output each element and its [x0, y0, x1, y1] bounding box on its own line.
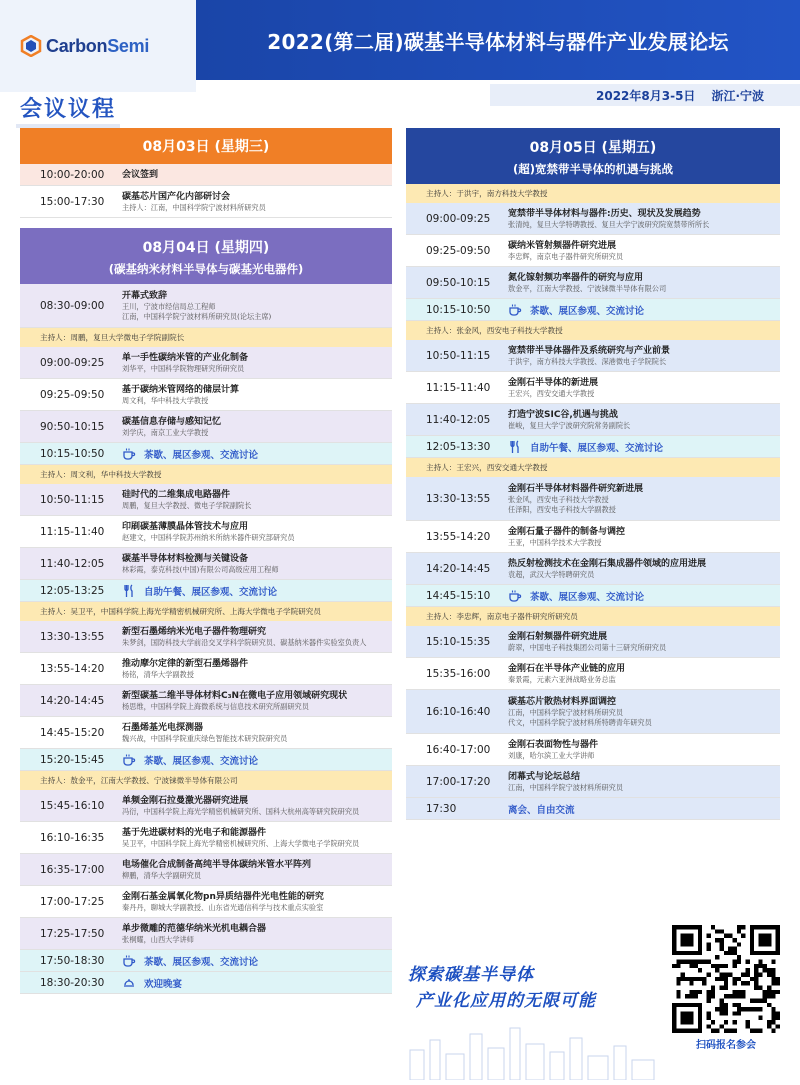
talk-title: 电场催化合成制备高纯半导体碳纳米管水平阵列: [122, 859, 312, 870]
session-info: [118, 447, 392, 461]
speaker: 杨思维，中国科学院上海微系统与信息技术研究所副研究员: [122, 701, 309, 711]
time-slot: 14:45-15:10: [426, 589, 491, 602]
speaker: 任泽阳，西安电子科技大学副教授: [508, 504, 616, 514]
time-slot: 90:50-10:15: [40, 420, 105, 433]
talk-title: 打造宁波SIC谷,机遇与挑战: [508, 409, 618, 420]
time-slot: 09:50-10:15: [426, 276, 491, 289]
talk-title: 会议签到: [122, 169, 159, 180]
time-slot: 15:35-16:00: [426, 667, 491, 680]
time-slot: 16:40-17:00: [426, 743, 491, 756]
session-info: [504, 771, 780, 793]
session-info: [504, 526, 780, 548]
coffee-cup-icon: [122, 753, 136, 767]
session-info: [118, 553, 392, 575]
session-info: [118, 169, 392, 181]
coffee-cup-icon: [122, 447, 136, 461]
break-row: [20, 443, 392, 465]
speaker: 李忠辉，南京电子器件研究所研究员: [508, 251, 624, 261]
speaker: 柳鹏，清华大学副研究员: [122, 870, 202, 880]
talk-title: 碳基半导体材料检测与关键设备: [122, 553, 249, 564]
agenda-row: [406, 553, 780, 585]
break-row: [406, 585, 780, 607]
session-info: [118, 352, 392, 374]
coffee-cup-icon: [122, 954, 136, 968]
fork-knife-icon: [122, 584, 136, 598]
speaker: 王川，宁波市经信局总工程师: [122, 301, 216, 311]
time-slot: 11:15-11:40: [426, 381, 491, 394]
time-slot: 09:00-09:25: [40, 356, 105, 369]
time-slot: 09:25-09:50: [40, 388, 105, 401]
speaker: 刘华平，中国科学院物理研究所研究员: [122, 363, 245, 373]
time-slot: 09:25-09:50: [426, 244, 491, 257]
session-info: [504, 631, 780, 653]
talk-title: 新型石墨烯纳米光电子器件物理研究: [122, 626, 267, 637]
speaker: 王亚，中国科学技术大学教授: [508, 537, 602, 547]
talk-title: 单步微雕的范德华纳米光机电耦合器: [122, 923, 267, 934]
talk-title: 金刚石半导体的新进展: [508, 377, 599, 388]
talk-title: 基于先进碳材料的光电子和能源器件: [122, 827, 267, 838]
agenda-row: [406, 267, 780, 299]
session-info: [118, 859, 392, 881]
session-info: [118, 976, 392, 990]
day3-schedule: [406, 184, 780, 820]
agenda-row: [406, 372, 780, 404]
right-column: [406, 128, 780, 820]
agenda-row: [20, 918, 392, 950]
agenda-row: [20, 717, 392, 749]
dinner-plate-icon: [122, 976, 136, 990]
qr-label: 扫码报名参会: [696, 1040, 756, 1051]
agenda-row: [20, 186, 392, 218]
time-slot: 17:25-17:50: [40, 927, 105, 940]
day-header-aug3: 08月03日 (星期三): [20, 128, 392, 164]
time-slot: 11:15-11:40: [40, 525, 105, 538]
talk-title: 闭幕式与论坛总结: [508, 771, 581, 782]
time-slot: 17:50-18:30: [40, 954, 105, 967]
session-chair: 主持人：李忠辉，南京电子器件研究所研究员: [406, 607, 780, 626]
talk-title: 单频金刚石拉曼激光器研究进展: [122, 795, 249, 806]
talk-title: 金刚石射频器件研究进展: [508, 631, 608, 642]
break-row: [20, 972, 392, 994]
speaker: 冯衍，中国科学院上海光学精密机械研究所、国科大杭州高等研究院研究员: [122, 806, 360, 816]
time-slot: 14:20-14:45: [40, 694, 105, 707]
session-chair: 主持人：吴卫平，中国科学院上海光学精密机械研究所、上海大学微电子学院研究员: [20, 602, 392, 621]
agenda-row: [406, 626, 780, 658]
talk-title: 金刚石量子器件的制备与调控: [508, 526, 626, 537]
speaker: 张桐耀，山西大学讲师: [122, 934, 194, 944]
agenda-row: [20, 822, 392, 854]
session-info: [118, 753, 392, 767]
session-info: [118, 891, 392, 913]
event-date: 2022年8月3-5日: [596, 88, 696, 103]
session-info: [118, 923, 392, 945]
section-title: 会议议程: [20, 92, 116, 123]
session-info: [504, 589, 780, 603]
speaker: 蔚翠，中国电子科技集团公司第十三研究所研究员: [508, 642, 667, 652]
time-slot: 17:00-17:20: [426, 775, 491, 788]
agenda-row: [20, 621, 392, 653]
session-info: [118, 954, 392, 968]
speaker: 吴卫平，中国科学院上海光学精密机械研究所、上海大学微电子学院研究员: [122, 838, 360, 848]
time-slot: 15:20-15:45: [40, 753, 105, 766]
time-slot: 10:50-11:15: [426, 349, 491, 362]
time-slot: 10:15-10:50: [40, 447, 105, 460]
agenda-row: [406, 340, 780, 372]
time-slot: 08:30-09:00: [40, 299, 105, 312]
coffee-cup-icon: [508, 303, 522, 317]
talk-title: 金刚石在半导体产业链的应用: [508, 663, 626, 674]
session-info: [504, 483, 780, 515]
header-bar: [196, 0, 800, 80]
time-slot: 10:00-20:00: [40, 168, 105, 181]
speaker: 崔峻，复旦大学宁波研究院常务副院长: [508, 420, 631, 430]
talk-title: 热反射检测技术在金刚石集成器件领域的应用进展: [508, 558, 707, 569]
talk-title: 碳基芯片散热材料界面调控: [508, 696, 617, 707]
break-label: 茶歇、展区参观、交流讨论: [144, 449, 259, 461]
speaker: 林彩霞，泰克科技(中国)有限公司高级应用工程师: [122, 564, 279, 574]
session-info: [118, 384, 392, 406]
time-slot: 09:00-09:25: [426, 212, 491, 225]
agenda-row: [406, 404, 780, 436]
talk-title: 单一手性碳纳米管的产业化制备: [122, 352, 249, 363]
time-slot: 13:55-14:20: [426, 530, 491, 543]
session-info: [118, 521, 392, 543]
day2-schedule: [20, 284, 392, 994]
talk-title: 金刚石基金属氧化物pn异质结器件光电性能的研究: [122, 891, 324, 902]
session-info: [504, 240, 780, 262]
session-info: [118, 416, 392, 438]
talk-title: 新型碳基二维半导体材料C₃N在微电子应用领域研究现状: [122, 690, 348, 701]
agenda-row: [406, 521, 780, 553]
carbonsemi-logo-icon: [20, 35, 42, 57]
talk-title: 宽禁带半导体材料与器件:历史、现状及发展趋势: [508, 208, 701, 219]
talk-title: 印刷碳基薄膜晶体管技术与应用: [122, 521, 249, 532]
break-row: [406, 299, 780, 321]
time-slot: 13:30-13:55: [426, 492, 491, 505]
talk-title: 碳基信息存储与感知记忆: [122, 416, 222, 427]
session-chair: 主持人：王宏兴，西安交通大学教授: [406, 458, 780, 477]
speaker: 王宏兴，西安交通大学教授: [508, 388, 595, 398]
talk-title: 石墨烯基光电探测器: [122, 722, 204, 733]
speaker: 魏兴战，中国科学院重庆绿色智能技术研究院研究员: [122, 733, 288, 743]
speaker: 朱梦剑，国防科技大学前沿交叉学科学院研究员、碳基纳米器件实验室负责人: [122, 637, 367, 647]
break-label: 自助午餐、展区参观、交流讨论: [144, 586, 278, 598]
time-slot: 14:45-15:20: [40, 726, 105, 739]
session-chair: 主持人：于洪宇，南方科技大学教授: [406, 184, 780, 203]
agenda-row: [20, 516, 392, 548]
slogan: [408, 962, 596, 1014]
session-info: [504, 377, 780, 399]
session-info: [118, 191, 392, 213]
session-info: [504, 440, 780, 454]
speaker: 于洪宇，南方科技大学教授、深港微电子学院院长: [508, 356, 667, 366]
qr-code[interactable]: [672, 925, 780, 1033]
coffee-cup-icon: [508, 589, 522, 603]
session-info: [504, 802, 780, 816]
break-label: 离会、自由交流: [508, 804, 575, 816]
session-info: [118, 489, 392, 511]
agenda-row: [20, 484, 392, 516]
agenda-row: [20, 854, 392, 886]
agenda-row: [406, 766, 780, 798]
agenda-row: [20, 411, 392, 443]
speaker: 江南，中国科学院宁波材料所研究员: [508, 782, 624, 792]
agenda-row: [20, 347, 392, 379]
time-slot: 15:10-15:35: [426, 635, 491, 648]
time-slot: 18:30-20:30: [40, 976, 105, 989]
time-slot: 13:30-13:55: [40, 630, 105, 643]
time-slot: 15:45-16:10: [40, 799, 105, 812]
speaker: 张清纯，复旦大学特聘教授、复旦大学宁波研究院宽禁带所所长: [508, 219, 710, 229]
break-label: 茶歇、展区参观、交流讨论: [530, 591, 645, 603]
session-info: [118, 290, 392, 322]
talk-title: 开幕式致辞: [122, 290, 168, 301]
day1-schedule: [20, 164, 392, 218]
session-info: [504, 208, 780, 230]
agenda-row: [406, 690, 780, 734]
session-info: [504, 272, 780, 294]
slogan-line-2: 产业化应用的无限可能: [416, 991, 596, 1011]
time-slot: 14:20-14:45: [426, 562, 491, 575]
break-label: 茶歇、展区参观、交流讨论: [144, 755, 259, 767]
session-info: [118, 722, 392, 744]
event-date-location: [490, 84, 800, 106]
time-slot: 12:05-13:25: [40, 584, 105, 597]
time-slot: 10:15-10:50: [426, 303, 491, 316]
time-slot: 16:10-16:35: [40, 831, 105, 844]
speaker: 秦丹丹，聊城大学副教授、山东省光通信科学与技术重点实验室: [122, 902, 324, 912]
agenda-row: [406, 203, 780, 235]
time-slot: 17:30: [426, 802, 457, 815]
left-column: [20, 128, 392, 994]
agenda-row: [406, 658, 780, 690]
talk-title: 推动摩尔定律的新型石墨烯器件: [122, 658, 249, 669]
logo-text: CarbonSemi: [46, 35, 150, 56]
break-row: [406, 436, 780, 458]
speaker: 袁超，武汉大学特聘研究员: [508, 569, 595, 579]
break-row: [20, 580, 392, 602]
speaker: 代文，中国科学院宁波材料所特聘青年研究员: [508, 717, 652, 727]
agenda-row: [20, 379, 392, 411]
time-slot: 17:00-17:25: [40, 895, 105, 908]
session-info: [118, 658, 392, 680]
break-row: [20, 749, 392, 771]
talk-title: 宽禁带半导体器件及系统研究与产业前景: [508, 345, 671, 356]
session-info: [118, 827, 392, 849]
session-chair: 主持人：张金风，西安电子科技大学教授: [406, 321, 780, 340]
session-info: [118, 584, 392, 598]
time-slot: 12:05-13:30: [426, 440, 491, 453]
agenda-row: [406, 235, 780, 267]
speaker: 江南，中国科学院宁波材料所研究员: [508, 707, 624, 717]
speaker: 敖金平，江南大学教授、宁波铼微半导体有限公司: [508, 283, 667, 293]
session-info: [504, 303, 780, 317]
session-chair: 主持人：周文利，华中科技大学教授: [20, 465, 392, 484]
speaker: 周鹏，复旦大学教授、微电子学院副院长: [122, 500, 252, 510]
session-info: [118, 795, 392, 817]
speaker: 杨铭，清华大学副教授: [122, 669, 194, 679]
agenda-row: [20, 653, 392, 685]
session-info: [504, 558, 780, 580]
talk-title: 金刚石表面物性与器件: [508, 739, 599, 750]
day-header-aug5: 08月05日 (星期五) (超)宽禁带半导体的机遇与挑战: [406, 128, 780, 184]
session-chair: 主持人：敖金平，江南大学教授、宁波铼微半导体有限公司: [20, 771, 392, 790]
agenda-row: [20, 284, 392, 328]
agenda-row: [20, 164, 392, 186]
time-slot: 13:55-14:20: [40, 662, 105, 675]
talk-title: 基于碳纳米管网络的储层计算: [122, 384, 240, 395]
agenda-row: [20, 886, 392, 918]
agenda-row: [20, 685, 392, 717]
speaker: 张金风，西安电子科技大学教授: [508, 494, 609, 504]
agenda-row: [406, 734, 780, 766]
session-info: [118, 626, 392, 648]
event-city: 浙江·宁波: [711, 88, 764, 103]
speaker: 刘康，哈尔滨工业大学讲师: [508, 750, 595, 760]
fork-knife-icon: [508, 440, 522, 454]
time-slot: 16:35-17:00: [40, 863, 105, 876]
session-info: [118, 690, 392, 712]
agenda-row: [20, 790, 392, 822]
time-slot: 11:40-12:05: [426, 413, 491, 426]
agenda-row: [20, 548, 392, 580]
break-row: [406, 798, 780, 820]
talk-title: 硅时代的二维集成电路器件: [122, 489, 231, 500]
session-info: [504, 663, 780, 685]
talk-title: 碳纳米管射频器件研究进展: [508, 240, 617, 251]
break-label: 欢迎晚宴: [144, 978, 183, 990]
speaker: 赵建文，中国科学院苏州纳米所纳米器件研究部研究员: [122, 532, 295, 542]
speaker: 江南，中国科学院宁波材料所研究员(论坛主席): [122, 311, 272, 321]
session-chair: 主持人：周鹏，复旦大学微电子学院副院长: [20, 328, 392, 347]
speaker: 周文利，华中科技大学教授: [122, 395, 209, 405]
break-label: 自助午餐、展区参观、交流讨论: [530, 442, 664, 454]
city-skyline-graphic: [400, 1020, 670, 1080]
session-info: [504, 696, 780, 728]
time-slot: 15:00-17:30: [40, 195, 105, 208]
talk-title: 碳基芯片国产化内部研讨会: [122, 191, 231, 202]
agenda-row: [406, 477, 780, 521]
logo: [0, 0, 196, 92]
break-label: 茶歇、展区参观、交流讨论: [144, 956, 259, 968]
talk-title: 金刚石半导体材料器件研究新进展: [508, 483, 644, 494]
page-title: 2022(第二届)碳基半导体材料与器件产业发展论坛: [267, 29, 729, 54]
time-slot: 16:10-16:40: [426, 705, 491, 718]
break-row: [20, 950, 392, 972]
speaker: 刘学庆，南京工业大学教授: [122, 427, 209, 437]
session-info: [504, 739, 780, 761]
speaker: 秦景霞，元素六亚洲战略业务总监: [508, 674, 616, 684]
session-info: [504, 409, 780, 431]
talk-title: 氮化镓射频功率器件的研究与应用: [508, 272, 644, 283]
speaker: 主持人：江南，中国科学院宁波材料所研究员: [122, 202, 266, 212]
time-slot: 10:50-11:15: [40, 493, 105, 506]
slogan-line-1: 探索碳基半导体: [408, 965, 534, 985]
break-label: 茶歇、展区参观、交流讨论: [530, 305, 645, 317]
session-info: [504, 345, 780, 367]
day-header-aug4: 08月04日 (星期四) (碳基纳米材料半导体与碳基光电器件): [20, 228, 392, 284]
time-slot: 11:40-12:05: [40, 557, 105, 570]
